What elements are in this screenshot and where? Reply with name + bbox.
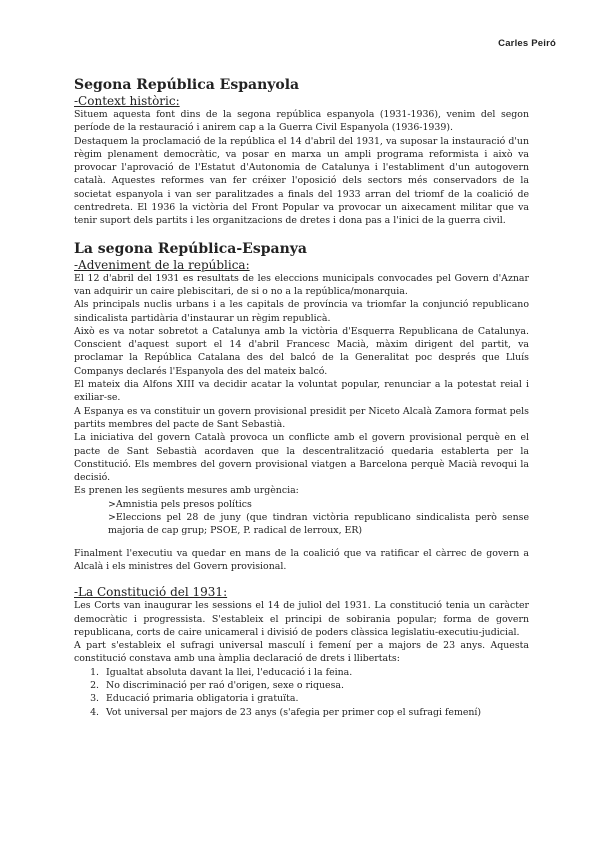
section3-paragraph: A part s'estableix el sufragi universal masculí i femení per a majors de 23 anys. Aquesta constitució constava amb una àmplia declaració de drets i llibertats: [74,640,529,665]
document-content [74,76,529,719]
author-name: Carles Peiró [498,38,556,49]
section1-subtitle: -Context històric: [74,94,180,108]
section3-subtitle: -La Constitució del 1931: [74,585,228,600]
section2-paragraph: A Espanya es va constituir un govern provisional presidit per Niceto Alcalà Zamora format pels partits membres del pacte de Sant Sebastià. [74,405,529,430]
section2-paragraph: El mateix dia Alfons XIII va decidir acatar la voluntat popular, renunciar a la potestat reial i exiliar-se. [74,379,529,404]
rights-item: 1. Igualtat absoluta davant la llei, l'educació i la feina. [102,666,529,679]
section2-title: La segona República-Espanya [74,240,307,257]
section2-subtitle: -Adveniment de la república: [74,257,250,272]
rights-item: 4. Vot universal per majors de 23 anys (s'afegia per primer cop el sufragi femení) [102,706,529,719]
section2-paragraph: Això es va notar sobretot a Catalunya amb la victòria d'Esquerra Republicana de Catalunya. Conscient d'aquest suport el 14 d'abril Francesc Macià, màxim dirigent del partit, va proclamar la República Catalana des del balcó de la Generalitat poc després que Lluís Companys declarés l'Espanyola des del mateix balcó. [74,325,529,377]
section1-title: Segona República Espanyola [74,77,300,93]
urgent-measures-list [74,498,529,538]
rights-list [74,666,529,719]
section2-paragraph: La iniciativa del govern Català provoca un conflicte amb el govern provisional perquè en el pacte de Sant Sebastià acordaven que la descentralització quedaria establerta per la Constitució. Els membres del govern provisional viatgen a Barcelona perquè Macià revoqui la decisió. [74,432,529,484]
measure-item: >Amnistia pels presos polítics [108,498,252,510]
rights-item: 2. No discriminació per raó d'origen, sexe o riquesa. [102,679,529,692]
section1-paragraph: Destaquem la proclamació de la república el 14 d'abril del 1931, va suposar la instauració d'un règim plenament democràtic, va posar en marxa un ampli programa reformista i això va provocar l'aprovació de l'Estatut d'Autonomia de Catalunya i l'establiment d'un autogovern català. Aquestes reformes van fer créixer l'oposició dels sectors més conservadors de la societat espanyola i van ser paralitzades a finals del 1933 arran del triomf de la coalició de centredreta. El 1936 la victòria del Front Popular va provocar un aixecament militar que va tenir suport dels partits i les organitzacions de dretes i dona pas a l'inici de la guerra civil. [74,135,529,227]
section1-paragraph: Situem aquesta font dins de la segona república espanyola (1931-1936), venim del segon període de la restauració i anirem cap a la Guerra Civil Espanyola (1936-1939). [74,109,529,134]
section2-closing: Finalment l'executiu va quedar en mans de la coalició que va ratificar el càrrec de govern a Alcalà i els ministres del Govern provisional. [74,547,529,572]
measure-item: >Eleccions pel 28 de juny (que tindran victòria republicano sindicalista però sense majoria de cap grup; PSOE, P. radical de lerroux, ER) [108,512,529,537]
section2-paragraph: Als principals nuclis urbans i a les capitals de província va triomfar la conjunció republicano sindicalista partidària d'instaurar un règim republicà. [74,299,529,324]
section2-paragraph: El 12 d'abril del 1931 es resultats de les eleccions municipals convocades pel Govern d'Aznar van adquirir un caire plebiscitari, de si o no a la república/monarquia. [74,272,529,297]
section2-paragraph: Es prenen les següents mesures amb urgència: [74,485,299,497]
rights-item: 3. Educació primaria obligatoria i gratuïta. [102,692,529,705]
section3-paragraph: Les Corts van inaugurar les sessions el 14 de juliol del 1931. La constitució tenia un caràcter democràtic i progressista. S'estableix el principi de sobirania popular; forma de govern republicana, corts de caire unicameral i divisió de poders clàssica legislatiu-executiu-judicial. [74,600,529,638]
